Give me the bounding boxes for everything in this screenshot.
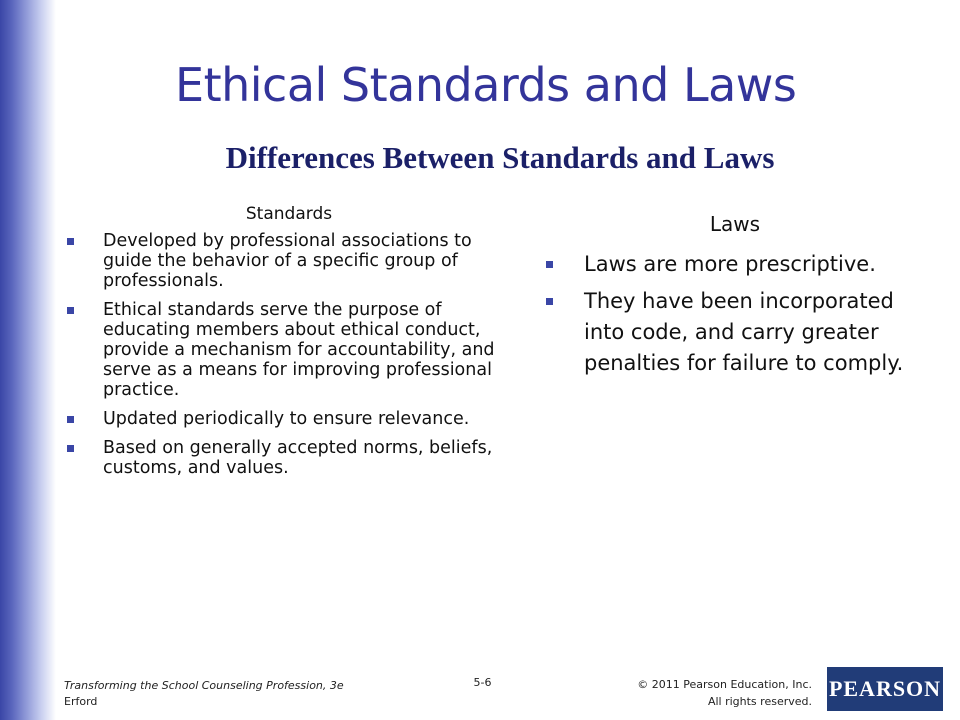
square-bullet-icon bbox=[546, 261, 553, 268]
footer-author: Erford bbox=[64, 695, 98, 708]
list-item bbox=[64, 300, 524, 400]
laws-heading: Laws bbox=[709, 212, 761, 236]
laws-list bbox=[545, 249, 940, 379]
list-item bbox=[545, 249, 940, 280]
pearson-logo bbox=[827, 667, 943, 711]
standards-column bbox=[64, 204, 524, 487]
list-item-text: Updated periodically to ensure relevance. bbox=[103, 409, 470, 429]
list-item-text: Based on generally accepted norms, beliefs, customs, and values. bbox=[103, 438, 493, 478]
footer-source bbox=[64, 678, 344, 710]
square-bullet-icon bbox=[546, 298, 553, 305]
list-item bbox=[64, 409, 524, 429]
logo-text: PEARSON bbox=[828, 676, 942, 701]
list-item bbox=[64, 231, 524, 291]
slide-title: Ethical Standards and Laws bbox=[175, 58, 797, 112]
list-item bbox=[545, 286, 940, 379]
list-item-text: Laws are more prescriptive. bbox=[584, 252, 876, 276]
rights-line: All rights reserved. bbox=[707, 695, 812, 708]
laws-column bbox=[545, 212, 940, 385]
list-item-text: Ethical standards serve the purpose of educating members about ethical conduct, provide a mechanism for accountability, and serve as a means for improving professional practice. bbox=[103, 300, 495, 400]
list-item-text: Developed by professional associations to guide the behavior of a specific group of professionals. bbox=[103, 231, 472, 291]
copyright-line: © 2011 Pearson Education, Inc. bbox=[637, 678, 812, 691]
square-bullet-icon bbox=[67, 416, 74, 423]
list-item bbox=[64, 438, 524, 478]
footer-copyright bbox=[637, 676, 812, 710]
page-number: 5-6 bbox=[473, 676, 492, 689]
slide-subtitle: Differences Between Standards and Laws bbox=[225, 140, 775, 175]
list-item-text: They have been incorporated into code, and carry greater penalties for failure to comply. bbox=[584, 289, 904, 375]
square-bullet-icon bbox=[67, 307, 74, 314]
standards-heading: Standards bbox=[245, 204, 333, 224]
footer-book-title: Transforming the School Counseling Profession, 3e bbox=[64, 679, 344, 692]
square-bullet-icon bbox=[67, 445, 74, 452]
standards-list bbox=[64, 231, 524, 478]
decorative-side-band bbox=[0, 0, 56, 720]
square-bullet-icon bbox=[67, 238, 74, 245]
